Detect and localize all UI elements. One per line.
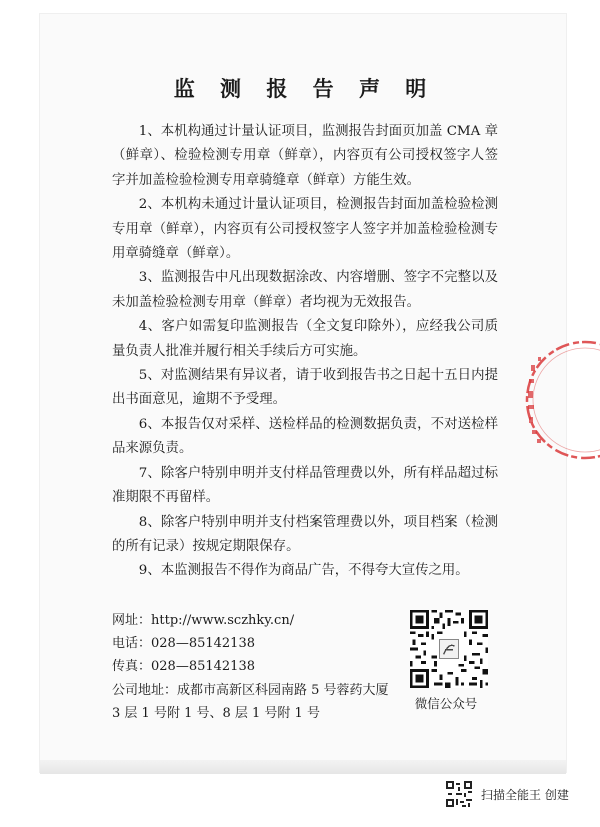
fax-line: 传真：028—85142138 (112, 659, 255, 675)
wechat-qr-block (410, 610, 488, 712)
website-line: 网址：http://www.sczhky.cn/ (112, 613, 295, 628)
address-line-1: 公司地址：成都市高新区科园南路 5 号蓉药大厦 (112, 682, 389, 698)
declaration-body (112, 120, 498, 584)
red-company-seal-icon (523, 335, 600, 465)
declaration-item-8: 8、除客户特别申明并支付档案管理费以外，项目档案（检测的所有记录）按规定期限保存。 (112, 514, 498, 554)
declaration-item-4: 4、客户如需复印监测报告（全文复印除外），应经我公司质量负责人批准并履行相关手续后方可实施。 (112, 319, 498, 359)
declaration-item-3: 3、监测报告中凡出现数据涂改、内容增删、签字不完整以及未加盖检验检测专用章（鲜章）者均视为无效报告。 (112, 270, 498, 310)
scanner-watermark-text: 扫描全能王 创建 (481, 788, 569, 802)
document-title: 监 测 报 告 声 明 (173, 76, 436, 101)
camscanner-qr-icon (446, 781, 472, 807)
declaration-item-1: 1、本机构通过计量认证项目，监测报告封面页加盖 CMA 章（鲜章）、检验检测专用章（鲜章），内容页有公司授权签字人签字并加盖检验检测专用章骑缝章（鲜章）方能生效。 (112, 124, 498, 188)
phone-line: 电话：028—85142138 (112, 636, 255, 652)
page-bottom-edge (40, 760, 566, 774)
declaration-item-7: 7、除客户特别申明并支付样品管理费以外，所有样品超过标准期限不再留样。 (112, 465, 498, 506)
declaration-item-6: 6、本报告仅对采样、送检样品的检测数据负责，不对送检样品来源负责。 (112, 416, 498, 457)
wechat-qr-code-icon (410, 610, 488, 688)
declaration-item-5: 5、对监测结果有异议者，请于收到报告书之日起十五日内提出书面意见，逾期不予受理。 (112, 368, 498, 408)
declaration-item-9: 9、本监测报告不得作为商品广告，不得夸大宣传之用。 (138, 563, 469, 579)
address-line-2: 3 层 1 号附 1 号、8 层 1 号附 1 号 (112, 705, 320, 721)
contact-info (112, 609, 389, 725)
qr-caption: 微信公众号 (414, 696, 478, 711)
declaration-item-2: 2、本机构未通过计量认证项目，检测报告封面加盖检验检测专用章（鲜章），内容页有公司授权签字人签字并加盖检验检测专用章骑缝章（鲜章）。 (112, 197, 498, 262)
